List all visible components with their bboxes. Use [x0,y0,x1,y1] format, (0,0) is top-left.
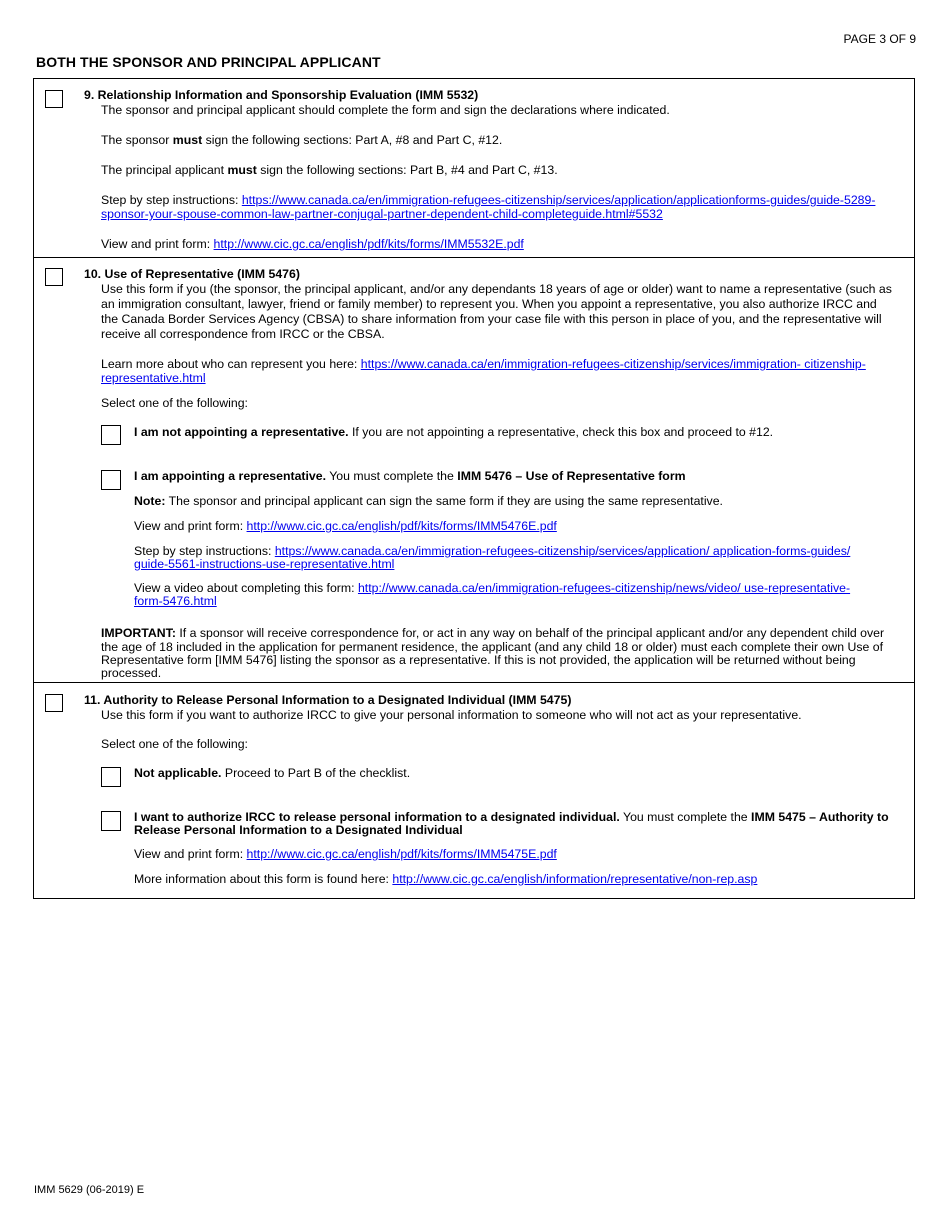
item11-option-authorize-form: Release Personal Information to a Designated Individual [134,823,463,837]
page-number: PAGE 3 OF 9 [843,32,916,46]
item10-desc-3: the Canada Border Services Agency (CBSA) to share information from your case file with this person in place of you, and the representative will [101,312,882,326]
item11-option-authorize: I want to authorize IRCC to release personal information to a designated individual. You must complete the IMM 5475 – Authority to [134,810,889,824]
item10-important-4: processed. [101,666,162,680]
item11-checkbox[interactable] [45,694,63,712]
item10-important-3: Representative form [IMM 5476] listing the sponsor as a representative. If this is not provided, the application will be returned without being [101,653,856,667]
item9-steps-link-cont[interactable]: sponsor-your-spouse-common-law-partner-conjugal-partner-dependent-child-completeguide.html#5532 [101,207,663,221]
item10-steps-line: Step by step instructions: https://www.canada.ca/en/immigration-refugees-citizenship/services/application/ application-forms-guides/ [134,544,851,558]
item9-steps-link[interactable]: https://www.canada.ca/en/immigration-refugees-citizenship/services/application/applicationforms-guides/guide-5289- [241,193,876,207]
item10-learn-line-2 [101,371,206,386]
item10-checkbox[interactable] [45,268,63,286]
item10-option-not-appointing-checkbox[interactable] [101,425,121,445]
item11-option-not-applicable: Not applicable. Proceed to Part B of the checklist. [134,766,411,780]
section-heading: BOTH THE SPONSOR AND PRINCIPAL APPLICANT [36,54,381,70]
item10-steps-line-2 [134,557,394,572]
item10-video-link-cont[interactable]: form-5476.html [134,594,217,608]
item9-title: 9. Relationship Information and Sponsorship Evaluation (IMM 5532) [84,88,479,102]
item11-more-line: More information about this form is found here: http://www.cic.gc.ca/english/information/representative/non-rep.asp [134,872,758,886]
item9-description: The sponsor and principal applicant should complete the form and sign the declarations where indicated. [101,103,670,117]
item10-learn-link[interactable]: https://www.canada.ca/en/immigration-refugees-citizenship/services/immigration- citizenship- [360,357,866,371]
item10-steps-link[interactable]: https://www.canada.ca/en/immigration-refugees-citizenship/services/application/ application-forms-guides/ [274,544,851,558]
item10-important-1: IMPORTANT: If a sponsor will receive correspondence for, or act in any way on behalf of the principal applicant and/or any dependent child over [101,626,885,640]
checklist-table [33,78,915,899]
item10-video-link[interactable]: http://www.canada.ca/en/immigration-refugees-citizenship/news/video/ use-representative- [357,581,851,595]
item10-steps-link-cont[interactable]: guide-5561-instructions-use-representative.html [134,557,395,571]
item11-view-link[interactable]: http://www.cic.gc.ca/english/pdf/kits/forms/IMM5475E.pdf [246,847,557,861]
item11-view-line: View and print form: http://www.cic.gc.ca/english/pdf/kits/forms/IMM5475E.pdf [134,847,557,861]
item10-select-label: Select one of the following: [101,396,248,410]
item10-desc-2: an immigration consultant, lawyer, friend or family member) to represent you. When you appoint a representative, you also authorize IRCC and [101,297,877,311]
item11-option-not-applicable-checkbox[interactable] [101,767,121,787]
row-divider [34,682,914,683]
item9-sponsor-line: The sponsor must sign the following sections: Part A, #8 and Part C, #12. [101,133,503,147]
item10-view-line: View and print form: http://www.cic.gc.ca/english/pdf/kits/forms/IMM5476E.pdf [134,519,557,533]
item10-video-line: View a video about completing this form: http://www.canada.ca/en/immigration-refugees-citizenship/news/video/ use-representative- [134,581,851,595]
item10-video-line-2 [134,594,217,609]
item9-checkbox[interactable] [45,90,63,108]
item10-learn-line: Learn more about who can represent you here: https://www.canada.ca/en/immigration-refugees-citizenship/services/immigration- citizenship- [101,357,866,371]
form-code-footer: IMM 5629 (06-2019) E [34,1184,145,1196]
item10-option-appointing-checkbox[interactable] [101,470,121,490]
item9-steps-line: Step by step instructions: https://www.canada.ca/en/immigration-refugees-citizenship/services/application/applicationforms-guides/guide-5289- [101,193,876,207]
item11-more-link[interactable]: http://www.cic.gc.ca/english/information/representative/non-rep.asp [392,872,758,886]
item10-learn-link-cont[interactable]: representative.html [101,371,206,385]
item10-option-appointing: I am appointing a representative. You must complete the IMM 5476 – Use of Representative form [134,469,686,483]
item10-note: Note: The sponsor and principal applicant can sign the same form if they are using the same representative. [134,494,723,508]
item11-title: 11. Authority to Release Personal Information to a Designated Individual (IMM 5475) [84,693,572,707]
row-divider [34,257,914,258]
item10-desc-4: receive all correspondence from IRCC or the CBSA. [101,327,385,341]
item11-description: Use this form if you want to authorize IRCC to give your personal information to someone who will not act as your representative. [101,708,802,722]
item10-title: 10. Use of Representative (IMM 5476) [84,267,300,281]
item9-principal-line: The principal applicant must sign the following sections: Part B, #4 and Part C, #13. [101,163,558,177]
item11-select-label: Select one of the following: [101,737,248,751]
item10-important-2: the age of 18 included in the application for permanent residence, the applicant (and any child 18 or older) must each complete their own Use of [101,640,884,654]
item9-view-link[interactable]: http://www.cic.gc.ca/english/pdf/kits/forms/IMM5532E.pdf [213,237,524,251]
item10-option-not-appointing: I am not appointing a representative. If you are not appointing a representative, check this box and proceed to #12. [134,425,774,439]
item9-steps-line-2 [101,207,663,222]
item11-option-authorize-checkbox[interactable] [101,811,121,831]
item9-view-line: View and print form: http://www.cic.gc.ca/english/pdf/kits/forms/IMM5532E.pdf [101,237,524,251]
item10-desc-1: Use this form if you (the sponsor, the principal applicant, and/or any dependants 18 years of age or older) want to name a representative (such as [101,282,892,296]
item10-view-link[interactable]: http://www.cic.gc.ca/english/pdf/kits/forms/IMM5476E.pdf [246,519,557,533]
